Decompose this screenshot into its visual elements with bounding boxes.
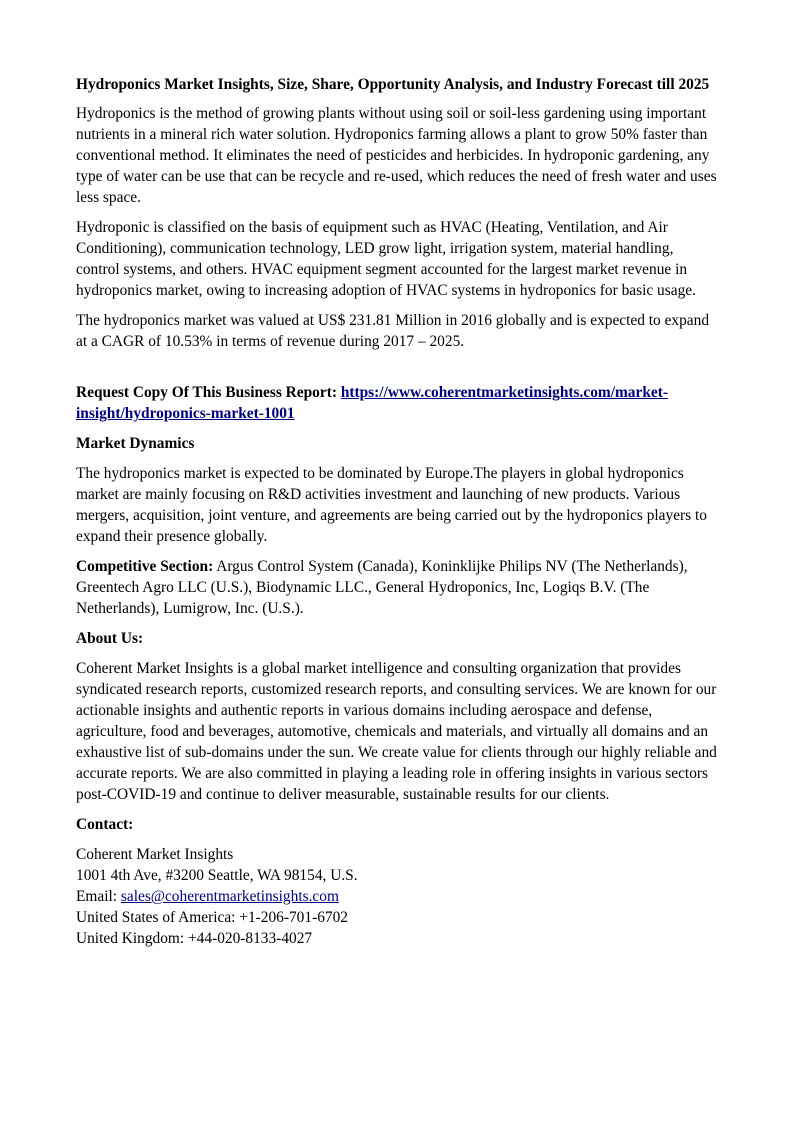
competitive-label: Competitive Section: [76, 558, 214, 575]
section-spacer [76, 361, 720, 382]
about-heading: About Us: [76, 630, 144, 647]
market-dynamics-text: The hydroponics market is expected to be dominated by Europe.The players in global hydroponics market are mainly focusing on R&D activities investment and launching of new products. Various mergers, acquisition, joint venture, and agreements are being carried out by the hydroponics players to expand their presence globally. [76, 465, 707, 545]
contact-block [76, 844, 720, 949]
contact-heading: Contact: [76, 816, 134, 833]
competitive-text: Argus Control System (Canada), Koninklijke Philips NV (The Netherlands), Greentech Agro LLC (U.S.), Biodynamic LLC., General Hydroponics, Inc, Logiqs B.V. (The Netherlands), Lumigrow, Inc. (U.S.). [76, 558, 688, 617]
request-copy-label: Request Copy Of This Business Report: [76, 384, 341, 401]
contact-address: 1001 4th Ave, #3200 Seattle, WA 98154, U.S. [76, 867, 358, 884]
contact-phone-uk: United Kingdom: +44-020-8133-4027 [76, 930, 313, 947]
contact-phone-us: United States of America: +1-206-701-6702 [76, 909, 348, 926]
report-link[interactable]: https://www.coherentmarketinsights.com/market-insight/hydroponics-market-1001 [76, 384, 668, 422]
intro-paragraph-3: The hydroponics market was valued at US$ 231.81 Million in 2016 globally and is expected to expand at a CAGR of 10.53% in terms of revenue during 2017 – 2025. [76, 312, 710, 350]
competitive-section [76, 556, 720, 619]
document-page [76, 74, 720, 958]
document-title: Hydroponics Market Insights, Size, Share, Opportunity Analysis, and Industry Forecast till 2025 [76, 76, 710, 93]
contact-email-line [76, 886, 720, 907]
intro-paragraph-1: Hydroponics is the method of growing plants without using soil or soil-less gardening using important nutrients in a mineral rich water solution. Hydroponics farming allows a plant to grow 50% faster than conventional method. It eliminates the need of pesticides and herbicides. In hydroponic gardening, any type of water can be use that can be recycle and re-used, which reduces the need of fresh water and uses less space. [76, 105, 717, 206]
contact-email-label: Email: [76, 888, 121, 905]
market-dynamics-heading: Market Dynamics [76, 435, 195, 452]
contact-company: Coherent Market Insights [76, 846, 234, 863]
contact-email-link[interactable]: sales@coherentmarketinsights.com [120, 888, 339, 905]
intro-paragraph-2: Hydroponic is classified on the basis of equipment such as HVAC (Heating, Ventilation, and Air Conditioning), communication technology, LED grow light, irrigation system, material handling, control systems, and others. HVAC equipment segment accounted for the largest market revenue in hydroponics market, owing to increasing adoption of HVAC systems in hydroponics for basic usage. [76, 219, 696, 299]
about-text: Coherent Market Insights is a global market intelligence and consulting organization that provides syndicated research reports, customized research reports, and consulting services. We are known for our actionable insights and authentic reports in various domains including aerospace and defense, agriculture, food and beverages, automotive, chemicals and materials, and virtually all domains and an exhaustive list of sub-domains under the sun. We create value for clients through our highly reliable and accurate reports. We are also committed in playing a leading role in offering insights in various sectors post-COVID-19 and continue to deliver measurable, sustainable results for our clients. [76, 660, 717, 803]
request-copy-line [76, 382, 720, 424]
